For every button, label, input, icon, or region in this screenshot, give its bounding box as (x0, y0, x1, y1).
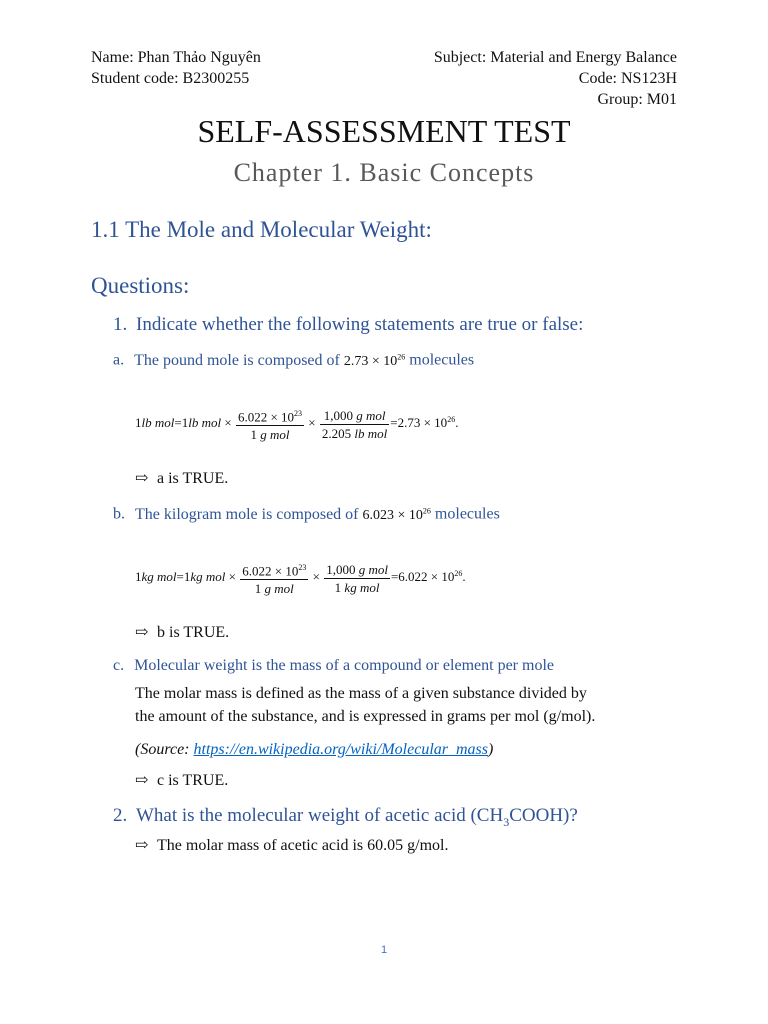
section-heading: 1.1 The Mole and Molecular Weight: (91, 217, 432, 242)
group: Group: M01 (597, 91, 677, 108)
statement-b-exp: 26 (422, 506, 431, 515)
source-citation: (Source: https://en.wikipedia.org/wiki/Molecular_mass) (135, 741, 494, 758)
statement-a (113, 349, 474, 371)
statement-c-text: Molecular weight is the mass of a compound or element per mole (134, 657, 554, 674)
statement-b-suffix: molecules (434, 505, 500, 523)
conclusion-a: ⇨ a is TRUE. (135, 467, 228, 490)
statement-b-text: The kilogram mole is composed of (135, 505, 359, 523)
arrow-icon: ⇨ (135, 772, 149, 789)
arrow-icon: ⇨ (135, 470, 149, 487)
question-1 (113, 313, 583, 337)
statement-a-exp: 26 (397, 352, 406, 361)
fraction-avogadro-a: $\frac{6.022 \times 10^{23}}{\text{1 g mol}}$ (236, 405, 304, 443)
statement-a-text: The pound mole is composed of (134, 351, 340, 369)
question-2 (113, 804, 578, 834)
subject: Subject: Material and Energy Balance (433, 49, 677, 66)
statement-b (113, 503, 500, 525)
equation-a: 1lb mol=1lb mol × $\frac{6.022 \times 10^{23}}{\text{1 g mol}}$ × $\frac{\text{1,000 g mol}}{\text{2.205 lb mol}}$ $=2.73 \times 10^{26}$. (135, 405, 458, 443)
student-name: Name: Phan Thảo Nguyên (91, 49, 261, 66)
equation-b: 1kg mol=1kg mol × $\frac{6.022 \times 10^{23}}{\text{1 g mol}}$ × $\frac{\text{1,000 g mol}}{\text{1 kg mol}}$ $=6.022 \times 10^{26}$. (135, 559, 466, 597)
conclusion-c: ⇨ c is TRUE. (135, 769, 228, 792)
statement-c-letter: c. (113, 657, 125, 674)
arrow-icon: ⇨ (135, 837, 149, 854)
chapter-subtitle: Chapter 1. Basic Concepts (233, 158, 535, 187)
question-2-number: 2. (113, 805, 128, 826)
answer-2: ⇨ The molar mass of acetic acid is 60.05 g/mol. (135, 834, 448, 857)
statement-a-suffix: molecules (409, 351, 475, 369)
statement-b-value: 6.023 × 10 (362, 507, 423, 523)
fraction-avogadro-b: $\frac{6.022 \times 10^{23}}{\text{1 g mol}}$ (240, 559, 308, 597)
source-link[interactable]: https://en.wikipedia.org/wiki/Molecular_mass (193, 741, 488, 758)
fraction-conversion-b: $\frac{\text{1,000 g mol}}{\text{1 kg mol}}$ (326, 561, 388, 595)
statement-c (113, 656, 554, 676)
page-number: 1 (380, 944, 388, 956)
question-1-text: Indicate whether the following statements are true or false: (136, 314, 584, 335)
question-1-number: 1. (113, 314, 128, 335)
course-code: Code: NS123H (578, 70, 677, 87)
explanation-line-2: the amount of the substance, and is expressed in grams per mol (g/mol). (135, 708, 596, 725)
conclusion-b: ⇨ b is TRUE. (135, 621, 229, 644)
questions-heading: Questions: (91, 273, 190, 298)
statement-a-letter: a. (113, 351, 125, 369)
question-2-text: What is the molecular weight of acetic acid $(CH_3COOH)$? (136, 805, 578, 829)
fraction-conversion-a: $\frac{\text{1,000 g mol}}{\text{2.205 lb mol}}$ (321, 407, 388, 441)
arrow-icon: ⇨ (135, 624, 149, 641)
statement-b-letter: b. (113, 505, 125, 523)
explanation-line-1: The molar mass is defined as the mass of a given substance divided by (135, 685, 587, 702)
page-title: SELF-ASSESSMENT TEST (197, 113, 571, 149)
statement-a-value: 2.73 × 10 (343, 353, 398, 369)
student-code: Student code: B2300255 (91, 70, 250, 87)
